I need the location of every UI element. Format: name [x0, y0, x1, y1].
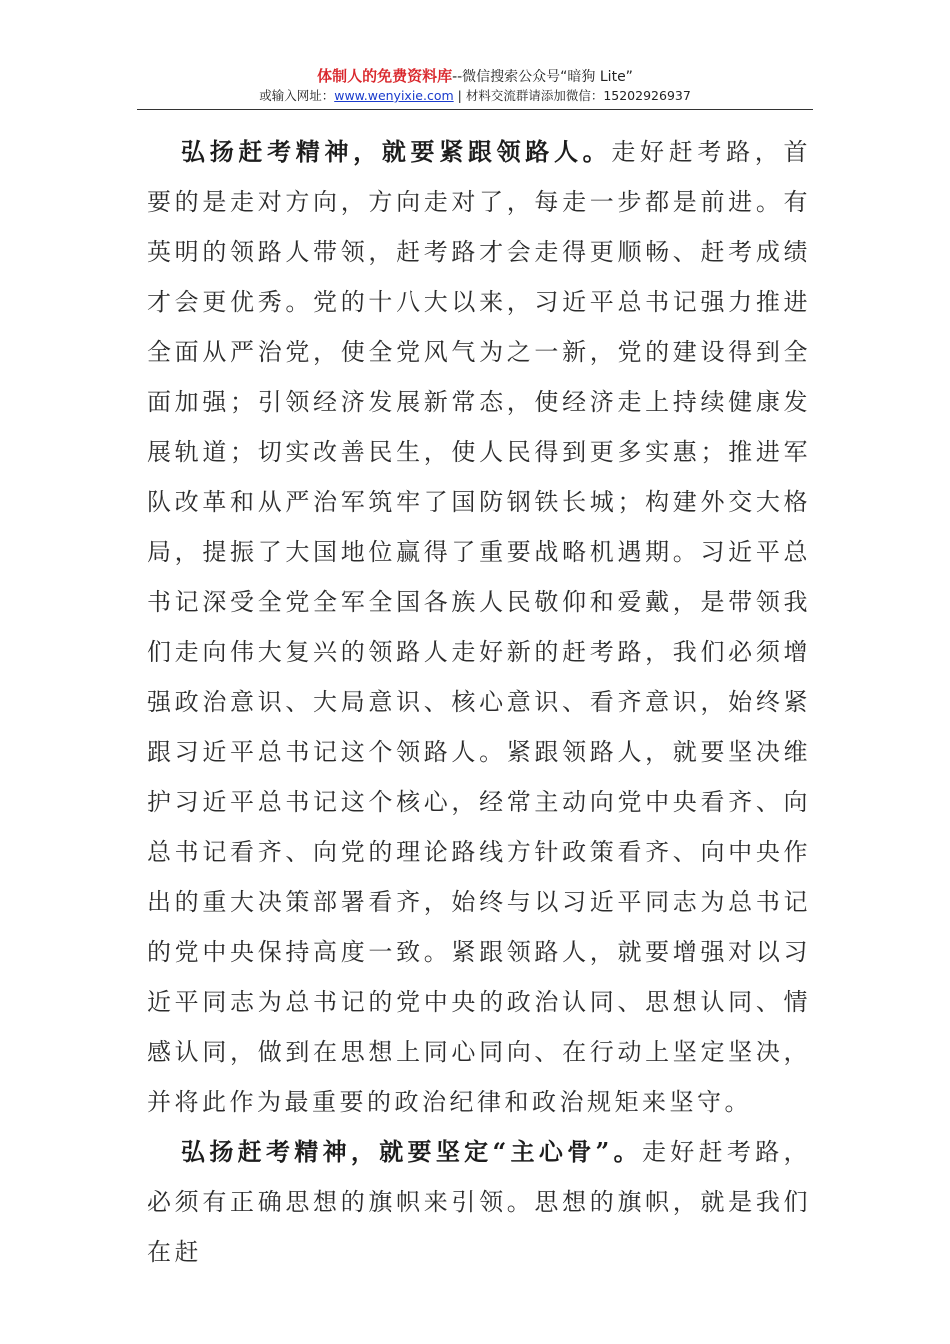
header-contact-line	[0, 87, 950, 105]
header-tagline: --微信搜索公众号“暗狗 Lite”	[452, 69, 633, 85]
header-url-prefix: 或输入网址：	[259, 88, 335, 103]
header-divider	[137, 109, 813, 110]
page-header	[0, 66, 950, 105]
header-promo-line	[0, 66, 950, 87]
header-url-link[interactable]: www.wenyixie.com	[334, 88, 454, 103]
paragraph-text: 走好赶考路，必须有正确思想的旗帜来引领。思想的旗帜，就是我们在赶	[147, 1138, 812, 1266]
document-body	[147, 127, 811, 1277]
paragraph-lead: 弘扬赶考精神，就要紧跟领路人。	[181, 137, 612, 166]
header-contact: | 材料交流群请添加微信：15202926937	[453, 88, 691, 103]
paragraph-lead: 弘扬赶考精神，就要坚定“主心骨”。	[181, 1137, 642, 1166]
paragraph	[147, 127, 811, 1127]
paragraph	[147, 1127, 811, 1277]
header-brand: 体制人的免费资料库	[317, 67, 453, 85]
paragraph-text: 走好赶考路，首要的是走对方向，方向走对了，每走一步都是前进。有英明的领路人带领，赶考路才会走得更顺畅、赶考成绩才会更优秀。党的十八大以来，习近平总书记强力推进全面从严治党，使全党风气为之一新，党的建设得到全面加强；引领经济发展新常态，使经济走上持续健康发展轨道；切实改善民生，使人民得到更多实惠；推进军队改革和从严治军筑牢了国防钢铁长城；构建外交大格局，提振了大国地位赢得了重要战略机遇期。习近平总书记深受全党全军全国各族人民敬仰和爱戴，是带领我们走向伟大复兴的领路人走好新的赶考路，我们必须增强政治意识、大局意识、核心意识、看齐意识，始终紧跟习近平总书记这个领路人。紧跟领路人，就要坚决维护习近平总书记这个核心，经常主动向党中央看齐、向总书记看齐、向党的理论路线方针政策看齐、向中央作出的重大决策部署看齐，始终与以习近平同志为总书记的党中央保持高度一致。紧跟领路人，就要增强对以习近平同志为总书记的党中央的政治认同、思想认同、情感认同，做到在思想上同心同向、在行动上坚定坚决，并将此作为最重要的政治纪律和政治规矩来坚守。	[147, 138, 812, 1116]
